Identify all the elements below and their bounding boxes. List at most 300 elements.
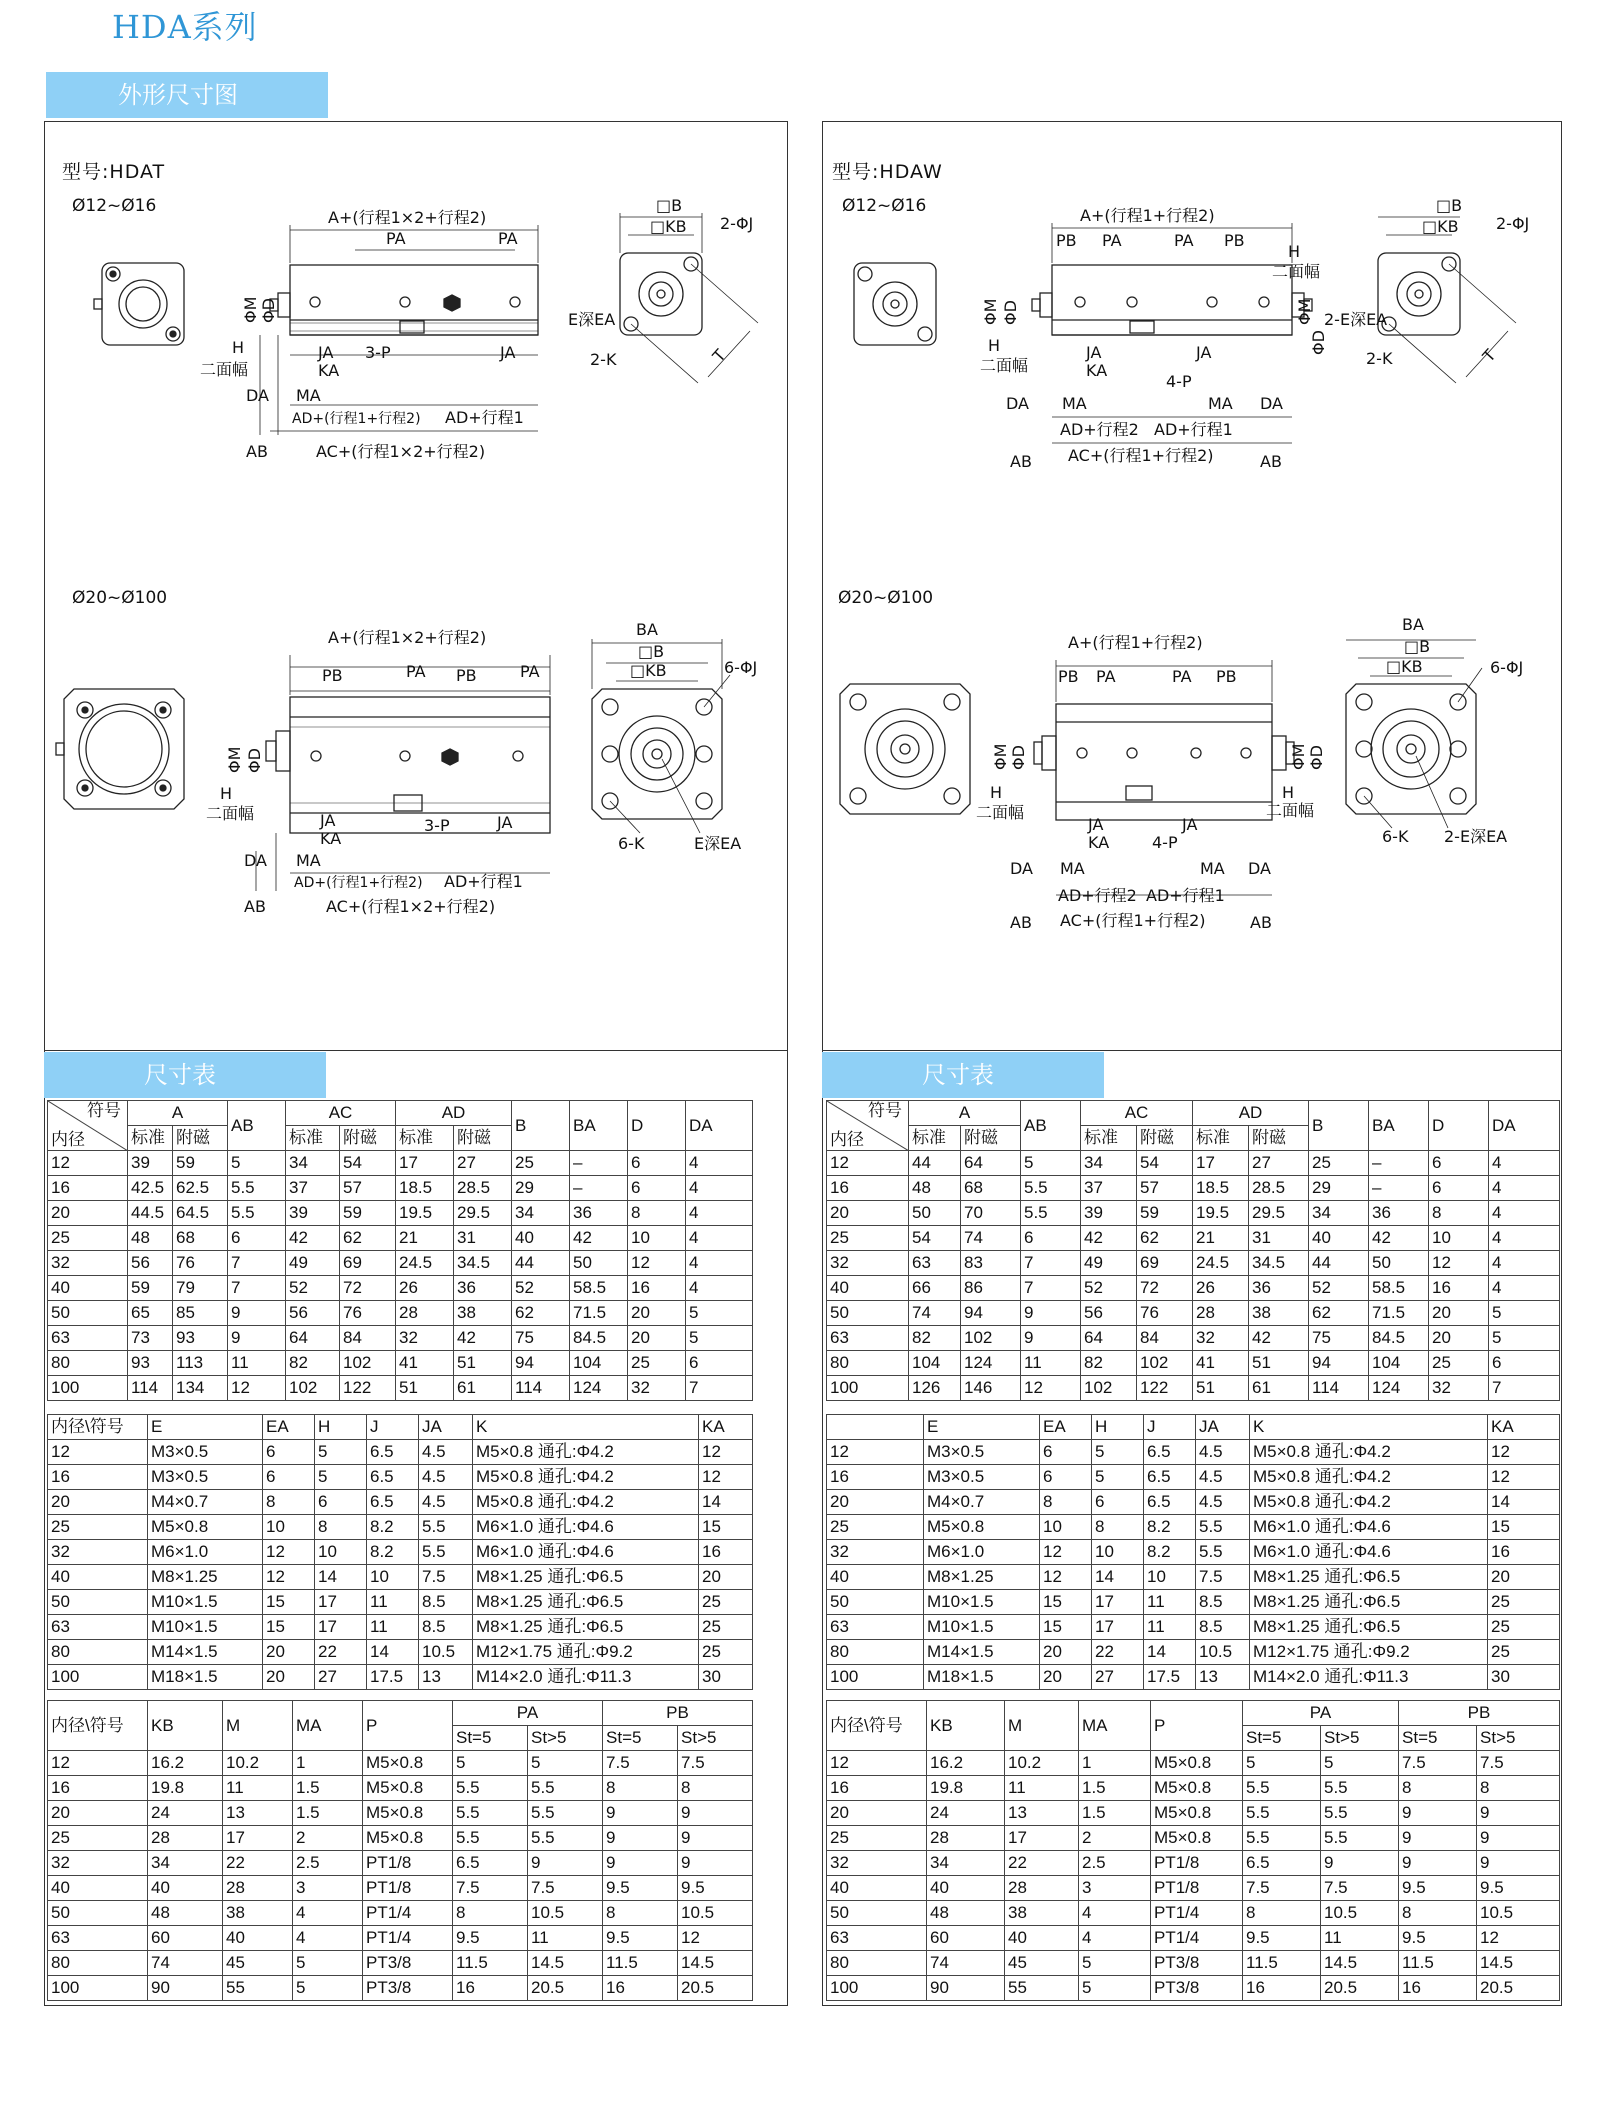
table-cell: 4.5 [419, 1490, 473, 1515]
table-cell: 84.5 [570, 1326, 628, 1351]
hdaw-large-end-view [840, 684, 970, 814]
hdat-t1-head-d: D [628, 1101, 686, 1151]
bore-cell: 100 [48, 1976, 148, 2001]
table-cell: 36 [1249, 1276, 1309, 1301]
bore-cell: 50 [48, 1901, 148, 1926]
table-cell: 28 [148, 1826, 223, 1851]
table-cell: 36 [1369, 1201, 1429, 1226]
table-cell: 55 [223, 1976, 293, 2001]
hdat-table-2-row [48, 1540, 753, 1565]
bore-cell: 80 [827, 1351, 909, 1376]
hdaw-t3-sub-pa-eq: St=5 [1243, 1726, 1321, 1751]
bore-cell: 40 [827, 1565, 924, 1590]
bore-cell: 16 [48, 1465, 148, 1490]
hdaw-t1-sub-std-a: 标准 [909, 1126, 961, 1151]
hdat-table-2-row [48, 1440, 753, 1465]
hdaw-s-dim-j: 2-ΦJ [1496, 214, 1530, 233]
table-cell: 28.5 [454, 1176, 512, 1201]
table-cell: 12 [1040, 1540, 1092, 1565]
table-cell: 24.5 [396, 1251, 454, 1276]
hdat-table-1-row [48, 1201, 753, 1226]
table-cell: 13 [223, 1801, 293, 1826]
hdaw-l-dim-ac: AC+(行程1+行程2) [1060, 911, 1206, 930]
table-cell: 6 [1040, 1440, 1092, 1465]
table-cell: 124 [570, 1376, 628, 1401]
hdat-s-dim-p: 3-P [365, 343, 391, 362]
hdat-table-3-row [48, 1951, 753, 1976]
hdaw-s-dim-k: 2-K [1366, 349, 1393, 368]
hdat-t3-head-kb: KB [148, 1701, 223, 1751]
hdat-table-2-row [48, 1515, 753, 1540]
table-cell: 11 [1005, 1776, 1079, 1801]
table-cell: 9.5 [603, 1876, 678, 1901]
table-cell: 28 [223, 1876, 293, 1901]
bore-cell: 20 [827, 1490, 924, 1515]
table-cell: 7 [1489, 1376, 1560, 1401]
table-cell: 1.5 [293, 1801, 363, 1826]
hdaw-t1-head-ac: AC [1081, 1101, 1193, 1126]
hdaw-table-3-row [827, 1976, 1560, 2001]
hdaw-l-dim-da1: DA [1010, 859, 1033, 878]
table-cell: 85 [173, 1301, 228, 1326]
hdaw-table-3-row [827, 1951, 1560, 1976]
table-cell: M5×0.8 [1151, 1776, 1243, 1801]
table-cell: M6×1.0 [924, 1540, 1040, 1565]
table-cell: 10.5 [678, 1901, 753, 1926]
table-cell: 4 [1489, 1226, 1560, 1251]
table-cell: M5×0.8 通孔:Φ4.2 [1250, 1440, 1488, 1465]
hdat-small-range: Ø12~Ø16 [72, 196, 157, 216]
table-cell: 2.5 [293, 1851, 363, 1876]
table-cell: 11.5 [453, 1951, 528, 1976]
table-cell: 5 [1489, 1301, 1560, 1326]
bore-cell: 12 [827, 1440, 924, 1465]
table-cell: PT1/8 [1151, 1876, 1243, 1901]
hdaw-t2-head-k: K [1250, 1415, 1488, 1440]
table-cell: 72 [340, 1276, 396, 1301]
table-cell: 21 [1193, 1226, 1249, 1251]
table-cell: 12 [1477, 1926, 1560, 1951]
hdaw-s-dim-ad2: AD+行程1 [1154, 420, 1233, 439]
table-cell: 13 [1005, 1801, 1079, 1826]
bore-cell: 32 [827, 1251, 909, 1276]
table-cell: 9 [1021, 1301, 1081, 1326]
table-cell: 126 [909, 1376, 961, 1401]
table-cell: 5.5 [1243, 1776, 1321, 1801]
hdat-s-dim-a: A+(行程1×2+行程2) [328, 208, 487, 227]
bore-cell: 80 [827, 1951, 927, 1976]
hdaw-table-2-row [827, 1590, 1560, 1615]
bore-cell: 25 [48, 1826, 148, 1851]
table-cell: M6×1.0 通孔:Φ4.6 [473, 1515, 699, 1540]
hdaw-table-2 [826, 1414, 1560, 1690]
hdaw-l-dim-pa1: PA [1096, 667, 1116, 686]
table-cell: 75 [512, 1326, 570, 1351]
hdaw-table-2-row [827, 1665, 1560, 1690]
table-cell: 11 [1144, 1615, 1196, 1640]
bore-cell: 12 [48, 1151, 128, 1176]
table-cell: 14 [1092, 1565, 1144, 1590]
table-cell: 12 [699, 1465, 753, 1490]
hdaw-l-dim-m2: ΦM [1289, 743, 1308, 770]
table-cell: 40 [148, 1876, 223, 1901]
table-cell: M6×1.0 通孔:Φ4.6 [473, 1540, 699, 1565]
table-cell: 32 [1193, 1326, 1249, 1351]
table-cell: 4.5 [1196, 1440, 1250, 1465]
table-cell: 66 [909, 1276, 961, 1301]
hdaw-t1-sub-std-ad: 标准 [1193, 1126, 1249, 1151]
hdaw-large-range: Ø20~Ø100 [838, 588, 934, 608]
table-cell: – [1369, 1176, 1429, 1201]
table-cell: 4 [1079, 1901, 1151, 1926]
table-cell: 40 [927, 1876, 1005, 1901]
table-cell: 6 [1489, 1351, 1560, 1376]
table-cell: 9 [678, 1801, 753, 1826]
table-cell: M14×1.5 [148, 1640, 263, 1665]
hdaw-l-dim-ma2: MA [1200, 859, 1225, 878]
table-cell: – [1369, 1151, 1429, 1176]
table-cell: 40 [223, 1926, 293, 1951]
table-cell: 20 [699, 1565, 753, 1590]
table-cell: 18.5 [1193, 1176, 1249, 1201]
table-cell: 20.5 [678, 1976, 753, 2001]
outline-tab: 外形尺寸图 [46, 72, 328, 118]
table-cell: 20 [628, 1326, 686, 1351]
table-cell: 5 [686, 1301, 753, 1326]
series-title: HDA系列 [112, 8, 258, 46]
table-cell: 74 [961, 1226, 1021, 1251]
bore-cell: 50 [827, 1301, 909, 1326]
bore-cell: 50 [48, 1301, 128, 1326]
table-cell: 17.5 [367, 1665, 419, 1690]
table-cell: 71.5 [1369, 1301, 1429, 1326]
hdaw-small-bore-drawing [840, 195, 1560, 485]
table-cell: 7.5 [528, 1876, 603, 1901]
hdaw-t3-head-bore: 内径\符号 [827, 1701, 927, 1751]
table-cell: PT1/4 [363, 1901, 453, 1926]
hdaw-l-dim-kb: □KB [1386, 657, 1423, 676]
hdaw-s-dim-pb2: PB [1224, 231, 1245, 250]
hdat-large-range: Ø20~Ø100 [72, 588, 168, 608]
bore-cell: 16 [48, 1176, 128, 1201]
bore-cell: 50 [827, 1590, 924, 1615]
table-cell: 12 [228, 1376, 286, 1401]
hdaw-table-2-row [827, 1515, 1560, 1540]
table-cell: 14 [699, 1490, 753, 1515]
table-cell: 94 [512, 1351, 570, 1376]
hdaw-t3-sub-pa-gt: St>5 [1321, 1726, 1399, 1751]
table-cell: 6 [686, 1351, 753, 1376]
table-cell: 16 [1488, 1540, 1560, 1565]
hdat-table-1-row [48, 1351, 753, 1376]
table-cell: 26 [396, 1276, 454, 1301]
bore-cell: 12 [827, 1751, 927, 1776]
table-cell: 16 [603, 1976, 678, 2001]
hdat-table-3-row [48, 1926, 753, 1951]
hdat-t1-symbol-header: 符号 [87, 1101, 121, 1120]
table-cell: PT3/8 [363, 1976, 453, 2001]
table-cell: 31 [454, 1226, 512, 1251]
bore-cell: 12 [48, 1440, 148, 1465]
table-cell: 65 [128, 1301, 173, 1326]
hdaw-table-3-row [827, 1926, 1560, 1951]
table-cell: 15 [263, 1590, 315, 1615]
hdaw-s-dim-ka: KA [1086, 361, 1108, 380]
hdat-l-dim-pa1: PA [406, 662, 426, 681]
hdat-t1-head-b: B [512, 1101, 570, 1151]
table-cell: 48 [148, 1901, 223, 1926]
table-cell: 20 [1040, 1665, 1092, 1690]
hdaw-table-2-row [827, 1565, 1560, 1590]
table-cell: 44 [1309, 1251, 1369, 1276]
table-cell: 20 [1429, 1326, 1489, 1351]
hdaw-table-tab: 尺寸表 [822, 1052, 1104, 1098]
table-cell: 6 [263, 1440, 315, 1465]
hdaw-l-dim-ba: BA [1402, 615, 1424, 634]
table-cell: M5×0.8 [924, 1515, 1040, 1540]
table-cell: 6.5 [367, 1440, 419, 1465]
table-cell: 9 [1399, 1801, 1477, 1826]
table-cell: 10 [1092, 1540, 1144, 1565]
hdat-large-end-view [56, 689, 184, 809]
table-cell: 6 [315, 1490, 367, 1515]
table-cell: 52 [1309, 1276, 1369, 1301]
hdaw-table-2-row [827, 1465, 1560, 1490]
table-cell: 8 [1429, 1201, 1489, 1226]
table-cell: 16 [1243, 1976, 1321, 2001]
table-cell: 59 [340, 1201, 396, 1226]
bore-cell: 100 [48, 1376, 128, 1401]
table-cell: 9 [1399, 1851, 1477, 1876]
table-cell: 9 [603, 1851, 678, 1876]
hdat-table-1-row [48, 1376, 753, 1401]
hdat-t3-head-m: M [223, 1701, 293, 1751]
table-cell: 8 [678, 1776, 753, 1801]
hdat-l-dim-ja2: JA [497, 813, 513, 832]
table-cell: 6.5 [1144, 1490, 1196, 1515]
table-cell: 17 [1005, 1826, 1079, 1851]
table-cell: 30 [699, 1665, 753, 1690]
hdat-l-dim-m: ΦM [225, 746, 244, 773]
hdaw-l-dim-flat2: 二面幅 [1266, 801, 1315, 820]
table-cell: 7.5 [1399, 1751, 1477, 1776]
hdaw-l-dim-m1: ΦM [991, 743, 1010, 770]
table-cell: 56 [1081, 1301, 1137, 1326]
hdat-table-3-row [48, 1826, 753, 1851]
table-cell: 16 [699, 1540, 753, 1565]
hdaw-table-2-row [827, 1540, 1560, 1565]
table-cell: 5.5 [528, 1776, 603, 1801]
table-cell: PT1/8 [363, 1876, 453, 1901]
table-cell: 64 [961, 1151, 1021, 1176]
hdat-small-end-view [94, 263, 184, 345]
bore-cell: 25 [827, 1515, 924, 1540]
table-cell: 10.5 [1196, 1640, 1250, 1665]
table-cell: 6 [228, 1226, 286, 1251]
table-cell: 7.5 [453, 1876, 528, 1901]
table-cell: M3×0.5 [924, 1440, 1040, 1465]
table-cell: 5.5 [528, 1801, 603, 1826]
table-cell: 28 [927, 1826, 1005, 1851]
hdaw-t3-sub-pb-eq: St=5 [1399, 1726, 1477, 1751]
table-cell: 70 [961, 1201, 1021, 1226]
table-cell: 5 [1092, 1465, 1144, 1490]
hdat-t2-head-ea: EA [263, 1415, 315, 1440]
table-cell: 104 [1369, 1351, 1429, 1376]
table-cell: 114 [512, 1376, 570, 1401]
table-cell: 12 [678, 1926, 753, 1951]
table-cell: 4 [1489, 1176, 1560, 1201]
bore-cell: 100 [827, 1976, 927, 2001]
table-cell: 5.5 [419, 1515, 473, 1540]
bore-cell: 32 [48, 1851, 148, 1876]
bore-cell: 20 [48, 1490, 148, 1515]
table-cell: 36 [454, 1276, 512, 1301]
hdat-s-dim-ad1: AD+(行程1+行程2) [292, 411, 421, 427]
table-cell: 6 [628, 1176, 686, 1201]
table-cell: 74 [148, 1951, 223, 1976]
table-cell: M8×1.25 通孔:Φ6.5 [1250, 1615, 1488, 1640]
table-cell: 5.5 [1321, 1776, 1399, 1801]
table-cell: 32 [628, 1376, 686, 1401]
table-cell: 10 [367, 1565, 419, 1590]
hdaw-table-3-row [827, 1901, 1560, 1926]
hdaw-large-bore-drawing [836, 610, 1556, 940]
table-cell: 5.5 [419, 1540, 473, 1565]
table-cell: 62 [1137, 1226, 1193, 1251]
hdaw-s-dim-p: 4-P [1166, 372, 1192, 391]
hdat-model-label: 型号:HDAT [62, 161, 166, 183]
table-cell: 6 [1429, 1151, 1489, 1176]
table-cell: PT1/8 [363, 1851, 453, 1876]
hdaw-l-dim-h: H [990, 783, 1003, 802]
table-cell: 20 [1040, 1640, 1092, 1665]
table-cell: 24 [148, 1801, 223, 1826]
table-cell: M18×1.5 [924, 1665, 1040, 1690]
hdat-table-1-row [48, 1326, 753, 1351]
table-cell: 14 [1144, 1640, 1196, 1665]
hdat-table-2-row [48, 1465, 753, 1490]
table-cell: 5 [293, 1976, 363, 2001]
table-cell: 21 [396, 1226, 454, 1251]
table-cell: 10.5 [1477, 1901, 1560, 1926]
hdat-s-dim-k: 2-K [590, 350, 617, 369]
table-cell: 8 [1243, 1901, 1321, 1926]
hdat-l-dim-ac: AC+(行程1×2+行程2) [326, 897, 496, 916]
table-cell: 7 [1021, 1276, 1081, 1301]
bore-cell: 32 [48, 1540, 148, 1565]
table-cell: 15 [1040, 1615, 1092, 1640]
table-cell: 45 [1005, 1951, 1079, 1976]
table-cell: 114 [1309, 1376, 1369, 1401]
hdat-t2-head-ja: JA [419, 1415, 473, 1440]
hdat-t3-head-bore: 内径\符号 [48, 1701, 148, 1751]
table-cell: 11.5 [1399, 1951, 1477, 1976]
hdaw-l-dim-pb1: PB [1058, 667, 1079, 686]
table-cell: M10×1.5 [148, 1590, 263, 1615]
hdat-l-dim-kb: □KB [630, 661, 667, 680]
hdat-l-dim-j: 6-ΦJ [724, 658, 758, 677]
table-cell: 1.5 [293, 1776, 363, 1801]
table-cell: 4 [686, 1251, 753, 1276]
hdat-table-2-row [48, 1490, 753, 1515]
hdaw-t1-sub-mag-a: 附磁 [961, 1126, 1021, 1151]
table-cell: 9 [1321, 1851, 1399, 1876]
table-cell: 25 [699, 1640, 753, 1665]
bore-cell: 40 [48, 1876, 148, 1901]
hdaw-s-dim-a: A+(行程1+行程2) [1080, 206, 1215, 225]
hdaw-table-3-row [827, 1801, 1560, 1826]
table-cell: 64.5 [173, 1201, 228, 1226]
table-cell: 9.5 [603, 1926, 678, 1951]
hdat-small-bore-drawing [60, 195, 780, 480]
hdaw-table-3-row [827, 1876, 1560, 1901]
bore-cell: 63 [827, 1926, 927, 1951]
hdaw-t2-head-ka: KA [1488, 1415, 1560, 1440]
hdat-table-1-row [48, 1226, 753, 1251]
bore-cell: 32 [827, 1540, 924, 1565]
hdat-table-2 [47, 1414, 753, 1690]
table-cell: 9 [678, 1826, 753, 1851]
table-cell: 26 [1193, 1276, 1249, 1301]
hdaw-l-dim-ab1: AB [1010, 913, 1032, 932]
hdaw-table-2-row [827, 1440, 1560, 1465]
table-cell: 25 [1488, 1615, 1560, 1640]
table-cell: 84 [340, 1326, 396, 1351]
table-cell: 5.5 [1021, 1201, 1081, 1226]
table-cell: 48 [128, 1226, 173, 1251]
hdaw-table-3-row [827, 1826, 1560, 1851]
hdaw-l-dim-ea: 2-E深EA [1444, 827, 1508, 846]
table-cell: 79 [173, 1276, 228, 1301]
table-cell: M4×0.7 [148, 1490, 263, 1515]
table-cell: 14.5 [1321, 1951, 1399, 1976]
hdat-l-dim-b: □B [638, 642, 665, 661]
bore-cell: 80 [48, 1951, 148, 1976]
hdaw-l-dim-d2: ΦD [1307, 745, 1326, 770]
hdat-s-dim-h: H [232, 338, 245, 357]
table-cell: 9 [678, 1851, 753, 1876]
table-cell: 25 [1309, 1151, 1369, 1176]
hdaw-t1-head-ab: AB [1021, 1101, 1081, 1151]
table-cell: 20.5 [1477, 1976, 1560, 2001]
table-cell: 7.5 [1321, 1876, 1399, 1901]
hdaw-t1-head-b: B [1309, 1101, 1369, 1151]
hdat-s-dim-pa1: PA [386, 229, 406, 248]
table-cell: M5×0.8 通孔:Φ4.2 [1250, 1465, 1488, 1490]
table-cell: 16 [628, 1276, 686, 1301]
table-cell: 7 [228, 1251, 286, 1276]
hdaw-table-1-row [827, 1201, 1560, 1226]
table-cell: PT1/4 [1151, 1901, 1243, 1926]
table-cell: 122 [1137, 1376, 1193, 1401]
table-cell: 8 [1477, 1776, 1560, 1801]
table-cell: 20 [628, 1301, 686, 1326]
table-cell: 6.5 [1243, 1851, 1321, 1876]
bore-cell: 63 [48, 1326, 128, 1351]
hdaw-s-dim-pb1: PB [1056, 231, 1077, 250]
table-cell: 5 [1021, 1151, 1081, 1176]
hdaw-l-dim-ad1: AD+行程2 [1058, 886, 1137, 905]
table-cell: 7.5 [1243, 1876, 1321, 1901]
table-cell: M5×0.8 通孔:Φ4.2 [473, 1490, 699, 1515]
bore-cell: 12 [827, 1151, 909, 1176]
table-cell: M8×1.25 通孔:Φ6.5 [473, 1615, 699, 1640]
hdaw-t3-head-kb: KB [927, 1701, 1005, 1751]
hdat-s-dim-ma: MA [296, 386, 321, 405]
table-cell: 17 [315, 1615, 367, 1640]
hdat-t1-sub-std-ad: 标准 [396, 1126, 454, 1151]
